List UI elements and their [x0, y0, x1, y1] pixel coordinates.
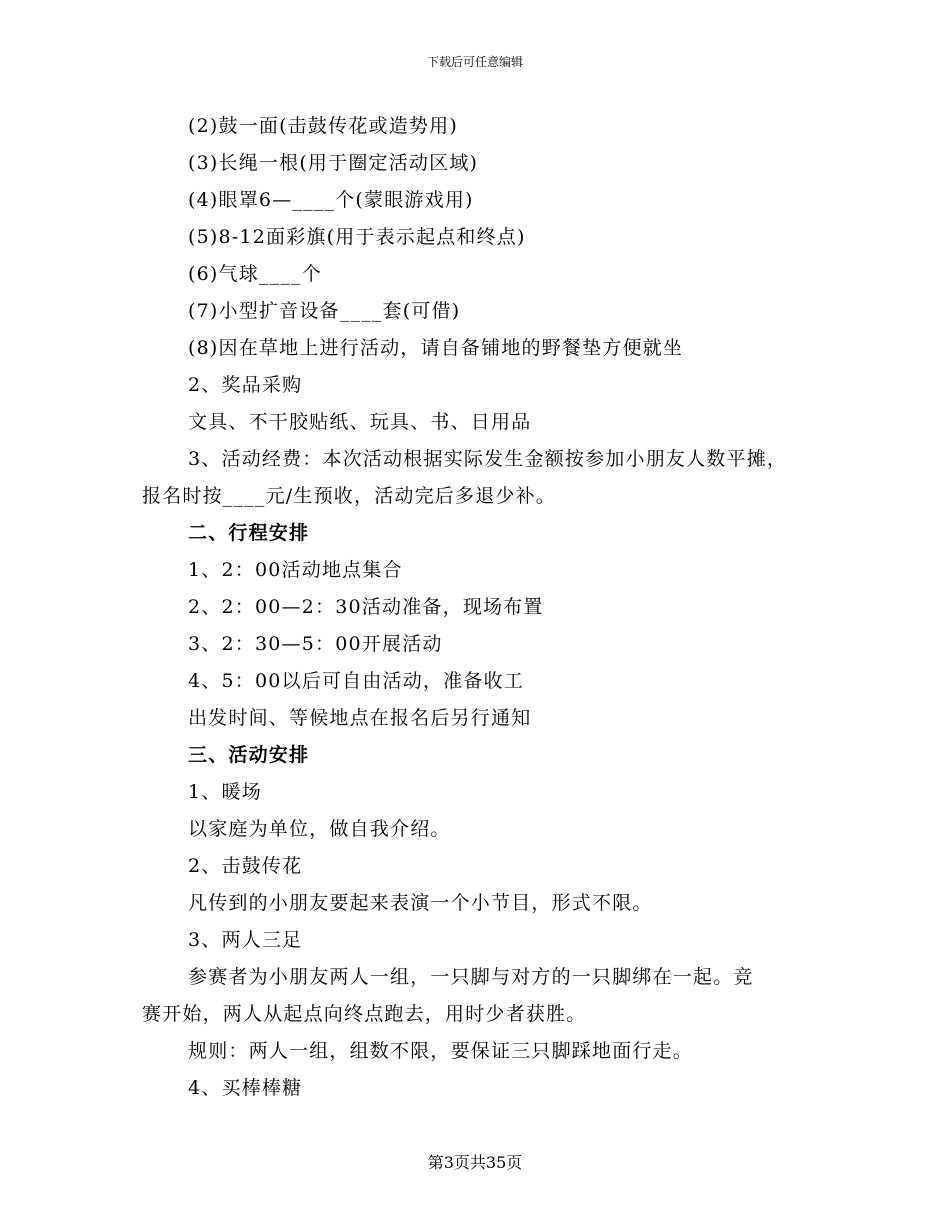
text-line: 4、5：00以后可自由活动，准备收工 — [188, 670, 524, 692]
text-line: 出发时间、等候地点在报名后另行通知 — [188, 707, 532, 729]
text-line: 以家庭为单位，做自我介绍。 — [188, 818, 451, 840]
document-body — [142, 108, 812, 1107]
section-heading: 1、暖场 — [188, 781, 262, 803]
text-line: 参赛者为小朋友两人一组，一只脚与对方的一只脚绑在一起。竞 — [188, 966, 754, 988]
text-line: (8)因在草地上进行活动，请自备铺地的野餐垫方便就坐 — [188, 337, 684, 359]
text-line: (6)气球____个 — [188, 263, 322, 285]
section-heading: 2、奖品采购 — [188, 374, 303, 396]
text-line: 2、2：00—2：30活动准备，现场布置 — [188, 596, 544, 618]
text-line: 文具、不干胶贴纸、玩具、书、日用品 — [188, 411, 532, 433]
chapter-heading: 三、活动安排 — [188, 744, 310, 766]
text-line: 1、2：00活动地点集合 — [188, 559, 403, 581]
text-line: 3、活动经费：本次活动根据实际发生金额按参加小朋友人数平摊， — [188, 448, 788, 470]
text-line: (7)小型扩音设备____套(可借) — [188, 300, 461, 322]
section-heading: 3、两人三足 — [188, 929, 303, 951]
chapter-heading: 二、行程安排 — [188, 522, 310, 544]
text-line: 3、2：30—5：00开展活动 — [188, 633, 443, 655]
text-line: (2)鼓一面(击鼓传花或造势用) — [188, 115, 458, 137]
section-heading: 4、买棒棒糖 — [188, 1077, 303, 1099]
text-line: 报名时按____元/生预收，活动完后多退少补。 — [142, 485, 557, 507]
text-line: 凡传到的小朋友要起来表演一个小节目，形式不限。 — [188, 892, 653, 914]
text-line: (3)长绳一根(用于圈定活动区域) — [188, 152, 479, 174]
text-line: 赛开始，两人从起点向终点跑去，用时少者获胜。 — [142, 1003, 587, 1025]
section-heading: 2、击鼓传花 — [188, 855, 303, 877]
text-line: (4)眼罩6—____个(蒙眼游戏用) — [188, 189, 474, 211]
text-line: 规则：两人一组，组数不限，要保证三只脚踩地面行走。 — [188, 1040, 694, 1062]
text-line: (5)8-12面彩旗(用于表示起点和终点) — [188, 226, 526, 248]
page-header: 下载后可任意编辑 — [426, 55, 523, 69]
page-number: 第3页共35页 — [427, 1153, 523, 1172]
